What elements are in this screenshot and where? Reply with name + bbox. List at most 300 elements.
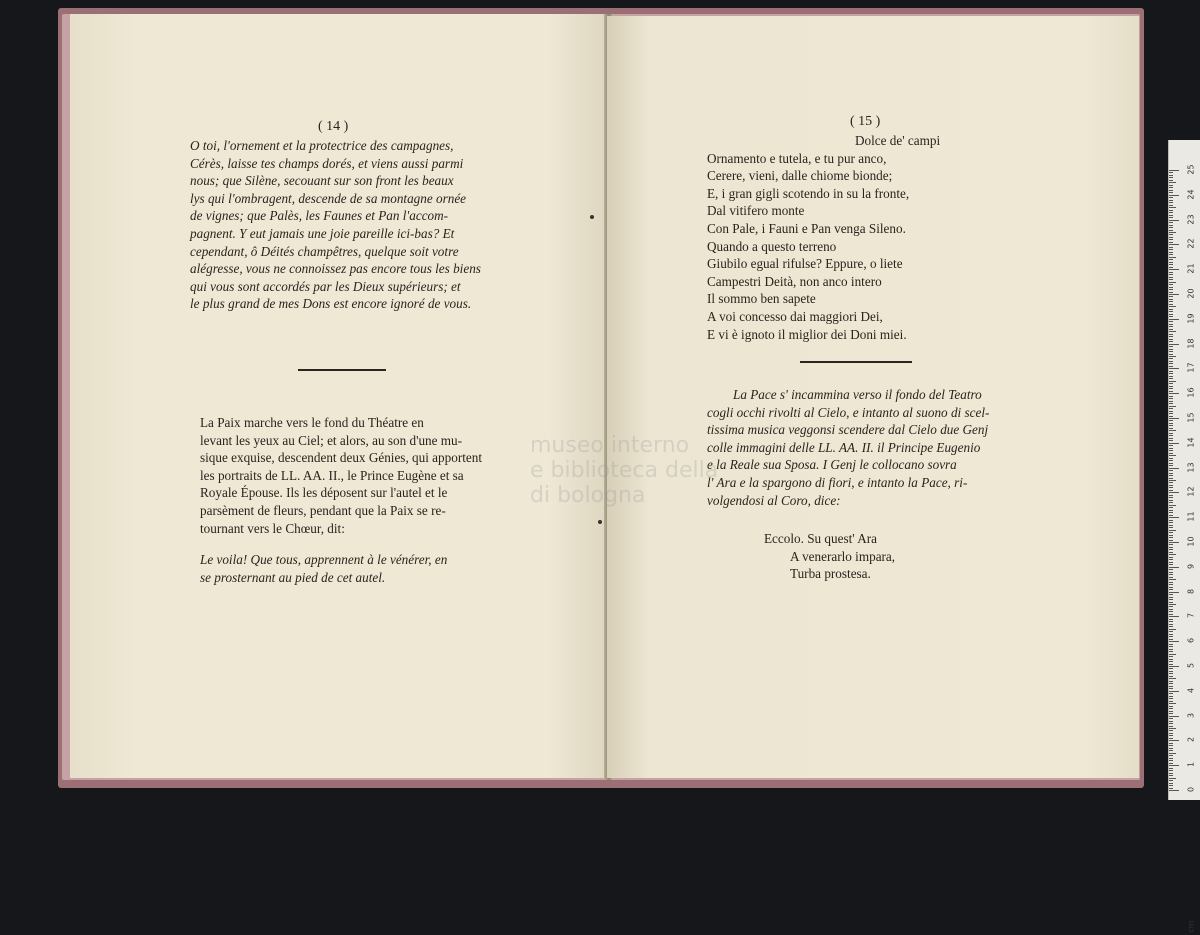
- ruler-tick-label: 15: [1186, 412, 1196, 423]
- ruler-minor-tick: [1169, 500, 1173, 501]
- ruler-minor-tick: [1169, 373, 1173, 374]
- ruler-minor-tick: [1169, 510, 1173, 511]
- ruler-minor-tick: [1169, 619, 1173, 620]
- ruler-minor-tick: [1169, 505, 1176, 506]
- ruler-minor-tick: [1169, 604, 1176, 605]
- ruler-minor-tick: [1169, 664, 1173, 665]
- ruler-minor-tick: [1169, 438, 1173, 439]
- ruler-minor-tick: [1169, 564, 1173, 565]
- ruler-minor-tick: [1169, 187, 1173, 188]
- ruler-minor-tick: [1169, 768, 1173, 769]
- ruler-minor-tick: [1169, 701, 1173, 702]
- ruler-minor-tick: [1169, 718, 1173, 719]
- ruler-minor-tick: [1169, 299, 1173, 300]
- ruler-minor-tick: [1169, 321, 1173, 322]
- ruler-minor-tick: [1169, 217, 1173, 218]
- text-line: Cérès, laisse tes champs dorés, et viens aussi parmi: [190, 155, 464, 171]
- ruler-minor-tick: [1169, 279, 1173, 280]
- ruler-minor-tick: [1169, 544, 1173, 545]
- ruler-minor-tick: [1169, 416, 1173, 417]
- measuring-ruler: [1168, 140, 1200, 933]
- page-number-right: ( 15 ): [850, 114, 881, 129]
- verse-line: Quando a questo terreno: [707, 238, 837, 254]
- verse-line: Eccolo. Su quest' Ara: [764, 531, 877, 546]
- ruler-minor-tick: [1169, 599, 1173, 600]
- ruler-minor-tick: [1169, 537, 1173, 538]
- ruler-minor-tick: [1169, 331, 1176, 332]
- ruler-minor-tick: [1169, 463, 1173, 464]
- ruler-minor-tick: [1169, 748, 1173, 749]
- ruler-minor-tick: [1169, 631, 1173, 632]
- ruler-tick-label: 11: [1186, 511, 1196, 522]
- ruler-tick-label: 0: [1186, 786, 1196, 793]
- ruler-minor-tick: [1169, 225, 1173, 226]
- ruler-minor-tick: [1169, 480, 1176, 481]
- ruler-minor-tick: [1169, 445, 1173, 446]
- ruler-minor-tick: [1169, 406, 1176, 407]
- ruler-minor-tick: [1169, 207, 1176, 208]
- ruler-minor-tick: [1169, 453, 1173, 454]
- ruler-minor-tick: [1169, 284, 1173, 285]
- watermark-line: museo interno: [530, 433, 690, 458]
- ruler-tick-label: 13: [1186, 462, 1196, 473]
- ruler-minor-tick: [1169, 448, 1173, 449]
- ruler-minor-tick: [1169, 587, 1173, 588]
- ruler-minor-tick: [1169, 277, 1173, 278]
- ruler-minor-tick: [1169, 455, 1176, 456]
- ruler-minor-tick: [1169, 775, 1173, 776]
- text-line: lys qui l'ombragent, descende de sa montagne ornée: [190, 190, 467, 206]
- ruler-tick-label: 21: [1186, 263, 1196, 274]
- ruler-minor-tick: [1169, 311, 1173, 312]
- ruler-minor-tick: [1169, 646, 1173, 647]
- ruler-minor-tick: [1169, 383, 1173, 384]
- ruler-minor-tick: [1169, 582, 1173, 583]
- ruler-minor-tick: [1169, 190, 1173, 191]
- ruler-minor-tick: [1169, 354, 1173, 355]
- ruler-minor-tick: [1169, 547, 1173, 548]
- ruler-minor-tick: [1169, 708, 1173, 709]
- ruler-minor-tick: [1169, 554, 1176, 555]
- ruler-minor-tick: [1169, 425, 1173, 426]
- ruler-minor-tick: [1169, 433, 1173, 434]
- ruler-minor-tick: [1169, 363, 1173, 364]
- ruler-minor-tick: [1169, 177, 1173, 178]
- ruler-minor-tick: [1169, 557, 1173, 558]
- ruler-minor-tick: [1169, 711, 1173, 712]
- ruler-minor-tick: [1169, 574, 1173, 575]
- left-paragraph-1: [190, 137, 568, 313]
- ruler-minor-tick: [1169, 339, 1173, 340]
- ruler-minor-tick: [1169, 659, 1173, 660]
- ruler-minor-tick: [1169, 411, 1173, 412]
- ruler-minor-tick: [1169, 651, 1173, 652]
- ruler-tick-label: 4: [1186, 687, 1196, 693]
- ruler-minor-tick: [1169, 487, 1173, 488]
- text-line: le plus grand de mes Dons est encore ignoré de vous.: [190, 296, 472, 312]
- ruler-tick-label: 16: [1186, 387, 1196, 398]
- ruler-tick: [1169, 220, 1179, 221]
- ruler-minor-tick: [1169, 559, 1173, 560]
- ruler-tick-label: 9: [1186, 563, 1196, 569]
- ruler-minor-tick: [1169, 609, 1173, 610]
- ruler-minor-tick: [1169, 726, 1173, 727]
- ruler-minor-tick: [1169, 212, 1173, 213]
- watermark-line: di bologna: [530, 483, 646, 508]
- ruler-tick-label: 10: [1186, 536, 1196, 547]
- ruler-minor-tick: [1169, 688, 1173, 689]
- text-line: parsèment de fleurs, pendant que la Paix se re-: [200, 502, 446, 518]
- text-line: La Pace s' incammina verso il fondo del Teatro: [733, 387, 982, 402]
- ruler-minor-tick: [1169, 656, 1173, 657]
- right-verse-1: [707, 132, 1047, 343]
- ruler-tick-label: 1: [1186, 762, 1196, 768]
- ruler-tick-label: 24: [1186, 189, 1196, 200]
- verse-line: Giubilo egual rifulse? Eppure, o liete: [707, 256, 903, 272]
- ruler-tick: [1169, 269, 1179, 270]
- ruler-minor-tick: [1169, 465, 1173, 466]
- ruler-minor-tick: [1169, 378, 1173, 379]
- ruler-minor-tick: [1169, 584, 1173, 585]
- ruler-minor-tick: [1169, 525, 1173, 526]
- ruler-minor-tick: [1169, 606, 1173, 607]
- ruler-minor-tick: [1169, 403, 1173, 404]
- ruler-tick: [1169, 468, 1179, 469]
- ruler-minor-tick: [1169, 175, 1173, 176]
- ruler-minor-tick: [1169, 232, 1176, 233]
- ruler-minor-tick: [1169, 745, 1173, 746]
- verse-line: Con Pale, i Fauni e Pan venga Sileno.: [707, 220, 906, 236]
- ruler-minor-tick: [1169, 478, 1173, 479]
- ruler-minor-tick: [1169, 259, 1173, 260]
- ruler-minor-tick: [1169, 783, 1173, 784]
- text-line: qui vous sont accordés par les Dieux supérieurs; et: [190, 278, 461, 294]
- left-paragraph-2: [200, 414, 578, 537]
- ruler-minor-tick: [1169, 572, 1173, 573]
- ruler-tick-label: 23: [1186, 214, 1196, 225]
- ruler-tick: [1169, 319, 1179, 320]
- ruler-minor-tick: [1169, 430, 1176, 431]
- ruler-minor-tick: [1169, 336, 1173, 337]
- ruler-minor-tick: [1169, 495, 1173, 496]
- ruler-minor-tick: [1169, 597, 1173, 598]
- text-line: cogli occhi rivolti al Cielo, e intanto al suono di scel-: [707, 404, 990, 420]
- ruler-tick-label: 12: [1186, 486, 1196, 497]
- ruler-minor-tick: [1169, 661, 1173, 662]
- ruler-minor-tick: [1169, 230, 1173, 231]
- verse-line: A voi concesso dai maggiori Dei,: [707, 308, 883, 324]
- ruler-tick: [1169, 691, 1179, 692]
- ruler-minor-tick: [1169, 535, 1173, 536]
- ruler-minor-tick: [1169, 485, 1173, 486]
- ruler-minor-tick: [1169, 475, 1173, 476]
- ruler-minor-tick: [1169, 182, 1176, 183]
- watermark-line: e biblioteca della: [530, 458, 719, 483]
- ruler-minor-tick: [1169, 490, 1173, 491]
- ruler-minor-tick: [1169, 515, 1173, 516]
- ruler-minor-tick: [1169, 329, 1173, 330]
- ruler-minor-tick: [1169, 346, 1173, 347]
- ruler-minor-tick: [1169, 733, 1173, 734]
- ruler-minor-tick: [1169, 222, 1173, 223]
- ruler-minor-tick: [1169, 197, 1173, 198]
- ruler-minor-tick: [1169, 440, 1173, 441]
- ruler-minor-tick: [1169, 396, 1173, 397]
- ruler-minor-tick: [1169, 634, 1173, 635]
- ruler-minor-tick: [1169, 267, 1173, 268]
- text-line: de vignes; que Palès, les Faunes et Pan l'accom-: [190, 208, 449, 224]
- ruler-minor-tick: [1169, 254, 1173, 255]
- ruler-minor-tick: [1169, 540, 1173, 541]
- ruler-minor-tick: [1169, 497, 1173, 498]
- ruler-minor-tick: [1169, 239, 1173, 240]
- ruler-minor-tick: [1169, 356, 1176, 357]
- ruler-minor-tick: [1169, 507, 1173, 508]
- ruler-minor-tick: [1169, 788, 1173, 789]
- ruler-tick-label: 20: [1186, 288, 1196, 299]
- ruler-minor-tick: [1169, 770, 1173, 771]
- ruler-tick-label: 6: [1186, 638, 1196, 644]
- ruler-minor-tick: [1169, 654, 1176, 655]
- ruler-minor-tick: [1169, 624, 1173, 625]
- ruler-tick: [1169, 616, 1179, 617]
- ruler-minor-tick: [1169, 738, 1173, 739]
- ruler-minor-tick: [1169, 594, 1173, 595]
- ruler-minor-tick: [1169, 272, 1173, 273]
- verse-line: E, i gran gigli scotendo in su la fronte,: [707, 185, 910, 201]
- ruler-tick: [1169, 716, 1179, 717]
- ruler-minor-tick: [1169, 755, 1173, 756]
- ruler-minor-tick: [1169, 296, 1173, 297]
- ruler-tick: [1169, 790, 1179, 791]
- ruler-tick: [1169, 443, 1179, 444]
- ruler-minor-tick: [1169, 579, 1176, 580]
- ruler-tick-label: 22: [1186, 238, 1196, 249]
- ruler-minor-tick: [1169, 398, 1173, 399]
- text-line: Royale Épouse. Ils les déposent sur l'autel et le: [200, 485, 448, 501]
- ruler-minor-tick: [1169, 249, 1173, 250]
- ruler-minor-tick: [1169, 262, 1173, 263]
- ruler-minor-tick: [1169, 287, 1173, 288]
- ruler-minor-tick: [1169, 450, 1173, 451]
- ruler-minor-tick: [1169, 306, 1176, 307]
- ruler-minor-tick: [1169, 381, 1176, 382]
- ruler-minor-tick: [1169, 470, 1173, 471]
- ruler-minor-tick: [1169, 423, 1173, 424]
- text-line: se prosternant au pied de cet autel.: [200, 569, 386, 585]
- ruler-minor-tick: [1169, 668, 1173, 669]
- ruler-tick-label: 19: [1186, 313, 1196, 324]
- ruler-minor-tick: [1169, 460, 1173, 461]
- ruler-minor-tick: [1169, 693, 1173, 694]
- ruler-tick: [1169, 294, 1179, 295]
- ruler-minor-tick: [1169, 309, 1173, 310]
- ruler-minor-tick: [1169, 706, 1173, 707]
- ruler-minor-tick: [1169, 274, 1173, 275]
- ruler-minor-tick: [1169, 673, 1173, 674]
- text-line: nous; que Silène, secouant sur son front les beaux: [190, 173, 454, 189]
- ruler-minor-tick: [1169, 326, 1173, 327]
- ruler-minor-tick: [1169, 522, 1173, 523]
- ruler-minor-tick: [1169, 763, 1173, 764]
- verse-line: Cerere, vieni, dalle chiome bionde;: [707, 168, 893, 184]
- ruler-minor-tick: [1169, 549, 1173, 550]
- ruler-minor-tick: [1169, 388, 1173, 389]
- ruler-minor-tick: [1169, 376, 1173, 377]
- left-page: [70, 14, 613, 778]
- ruler-minor-tick: [1169, 361, 1173, 362]
- text-line: colle immagini delle LL. AA. II. il Principe Eugenio: [707, 439, 981, 455]
- ruler-minor-tick: [1169, 626, 1173, 627]
- ruler-tick: [1169, 244, 1179, 245]
- ruler-minor-tick: [1169, 520, 1173, 521]
- ruler-minor-tick: [1169, 242, 1173, 243]
- ruler-minor-tick: [1169, 237, 1173, 238]
- text-line: La Paix marche vers le fond du Théatre en: [200, 415, 424, 430]
- ruler-minor-tick: [1169, 778, 1176, 779]
- ruler-minor-tick: [1169, 234, 1173, 235]
- ruler-tick: [1169, 393, 1179, 394]
- ruler-minor-tick: [1169, 723, 1173, 724]
- ruler-minor-tick: [1169, 681, 1173, 682]
- left-paragraph-3: [200, 551, 578, 586]
- ruler-tick-label: 25: [1186, 164, 1196, 175]
- ruler-minor-tick: [1169, 703, 1176, 704]
- verse-line: Turba prostesa.: [790, 566, 871, 582]
- ruler-minor-tick: [1169, 210, 1173, 211]
- ruler-minor-tick: [1169, 349, 1173, 350]
- text-line: alégresse, vous ne connoissez pas encore tous les biens: [190, 261, 481, 277]
- ruler-tick-label: 3: [1186, 712, 1196, 718]
- ruler-minor-tick: [1169, 257, 1176, 258]
- ruler-minor-tick: [1169, 289, 1173, 290]
- binding-hole: [598, 520, 602, 524]
- ruler-minor-tick: [1169, 678, 1176, 679]
- text-line: cependant, ô Déités champêtres, quelque soit votre: [190, 243, 459, 259]
- ruler-minor-tick: [1169, 589, 1173, 590]
- text-line: volgendosi al Coro, dice:: [707, 492, 841, 508]
- ruler-tick-label: 2: [1186, 737, 1196, 743]
- text-line: O toi, l'ornement et la protectrice des campagnes,: [190, 138, 454, 153]
- ruler-minor-tick: [1169, 569, 1173, 570]
- ruler-minor-tick: [1169, 172, 1173, 173]
- ruler-minor-tick: [1169, 428, 1173, 429]
- ruler-tick: [1169, 344, 1179, 345]
- ruler-tick: [1169, 666, 1179, 667]
- ruler-minor-tick: [1169, 753, 1176, 754]
- ruler-minor-tick: [1169, 644, 1173, 645]
- verse-line: Dal vitifero monte: [707, 203, 805, 219]
- ruler-tick: [1169, 368, 1179, 369]
- verse-line: E vi è ignoto il miglior dei Doni miei.: [707, 326, 907, 342]
- ruler-minor-tick: [1169, 639, 1173, 640]
- ruler-minor-tick: [1169, 530, 1176, 531]
- ruler-tick-label: 8: [1186, 588, 1196, 594]
- ruler-minor-tick: [1169, 611, 1173, 612]
- ruler-minor-tick: [1169, 314, 1173, 315]
- verse-line: Campestri Deità, non anco intero: [707, 273, 882, 289]
- ruler-minor-tick: [1169, 512, 1173, 513]
- ruler-minor-tick: [1169, 458, 1173, 459]
- ruler-tick: [1169, 567, 1179, 568]
- ruler-minor-tick: [1169, 264, 1173, 265]
- ruler-minor-tick: [1169, 366, 1173, 367]
- ruler-minor-tick: [1169, 435, 1173, 436]
- ruler-tick: [1169, 195, 1179, 196]
- ruler-minor-tick: [1169, 205, 1173, 206]
- ruler-minor-tick: [1169, 473, 1173, 474]
- ruler-tick-label: 14: [1186, 437, 1196, 448]
- ruler-minor-tick: [1169, 758, 1173, 759]
- ruler-tick: [1169, 170, 1179, 171]
- ruler-tick: [1169, 765, 1179, 766]
- ruler-tick: [1169, 641, 1179, 642]
- ruler-minor-tick: [1169, 713, 1173, 714]
- ruler-minor-tick: [1169, 351, 1173, 352]
- ruler-minor-tick: [1169, 676, 1173, 677]
- ruler-minor-tick: [1169, 502, 1173, 503]
- ruler-minor-tick: [1169, 532, 1173, 533]
- ruler-tick: [1169, 418, 1179, 419]
- ruler-minor-tick: [1169, 721, 1173, 722]
- ruler-minor-tick: [1169, 750, 1173, 751]
- ruler-minor-tick: [1169, 730, 1173, 731]
- ruler-minor-tick: [1169, 614, 1173, 615]
- text-line: pagnent. Y eut jamais une joie pareille ici-bas? Et: [190, 225, 455, 241]
- ruler-minor-tick: [1169, 552, 1173, 553]
- ruler-tick: [1169, 740, 1179, 741]
- ruler-minor-tick: [1169, 192, 1173, 193]
- ruler-tick: [1169, 517, 1179, 518]
- page-number-left: ( 14 ): [318, 119, 349, 134]
- ruler-tick: [1169, 592, 1179, 593]
- ruler-minor-tick: [1169, 301, 1173, 302]
- ruler-tick-label: 7: [1186, 613, 1196, 619]
- ruler-tick-label: 5: [1186, 662, 1196, 669]
- text-line: tournant vers le Chœur, dit:: [200, 520, 345, 536]
- ruler-minor-tick: [1169, 698, 1173, 699]
- section-divider: [800, 361, 912, 363]
- ruler-minor-tick: [1169, 562, 1173, 563]
- ruler-tick-label: 18: [1186, 338, 1196, 349]
- verse-line: Ornamento e tutela, e tu pur anco,: [707, 150, 887, 166]
- ruler-minor-tick: [1169, 324, 1173, 325]
- binding-hole: [590, 215, 594, 219]
- text-line: e la Reale sua Sposa. I Genj le collocano sovra: [707, 457, 957, 473]
- ruler-minor-tick: [1169, 686, 1173, 687]
- ruler-minor-tick: [1169, 696, 1173, 697]
- ruler-minor-tick: [1169, 227, 1173, 228]
- ruler-minor-tick: [1169, 785, 1173, 786]
- ruler-minor-tick: [1169, 629, 1176, 630]
- text-line: les portraits de LL. AA. II., le Prince Eugène et sa: [200, 467, 464, 483]
- ruler-minor-tick: [1169, 760, 1173, 761]
- ruler-tick-label: 17: [1186, 362, 1196, 373]
- ruler-minor-tick: [1169, 743, 1173, 744]
- ruler-minor-tick: [1169, 180, 1173, 181]
- ruler-minor-tick: [1169, 420, 1173, 421]
- ruler-unit: cm: [1186, 920, 1196, 933]
- ruler-minor-tick: [1169, 636, 1173, 637]
- ruler-minor-tick: [1169, 292, 1173, 293]
- right-page: [607, 16, 1139, 778]
- text-line: sique exquise, descendent deux Génies, qui apportent: [200, 450, 482, 466]
- ruler-minor-tick: [1169, 683, 1173, 684]
- ruler-minor-tick: [1169, 341, 1173, 342]
- ruler-minor-tick: [1169, 527, 1173, 528]
- text-line: l' Ara e la spargono di fiori, e intanto la Pace, ri-: [707, 474, 968, 490]
- ruler-minor-tick: [1169, 602, 1173, 603]
